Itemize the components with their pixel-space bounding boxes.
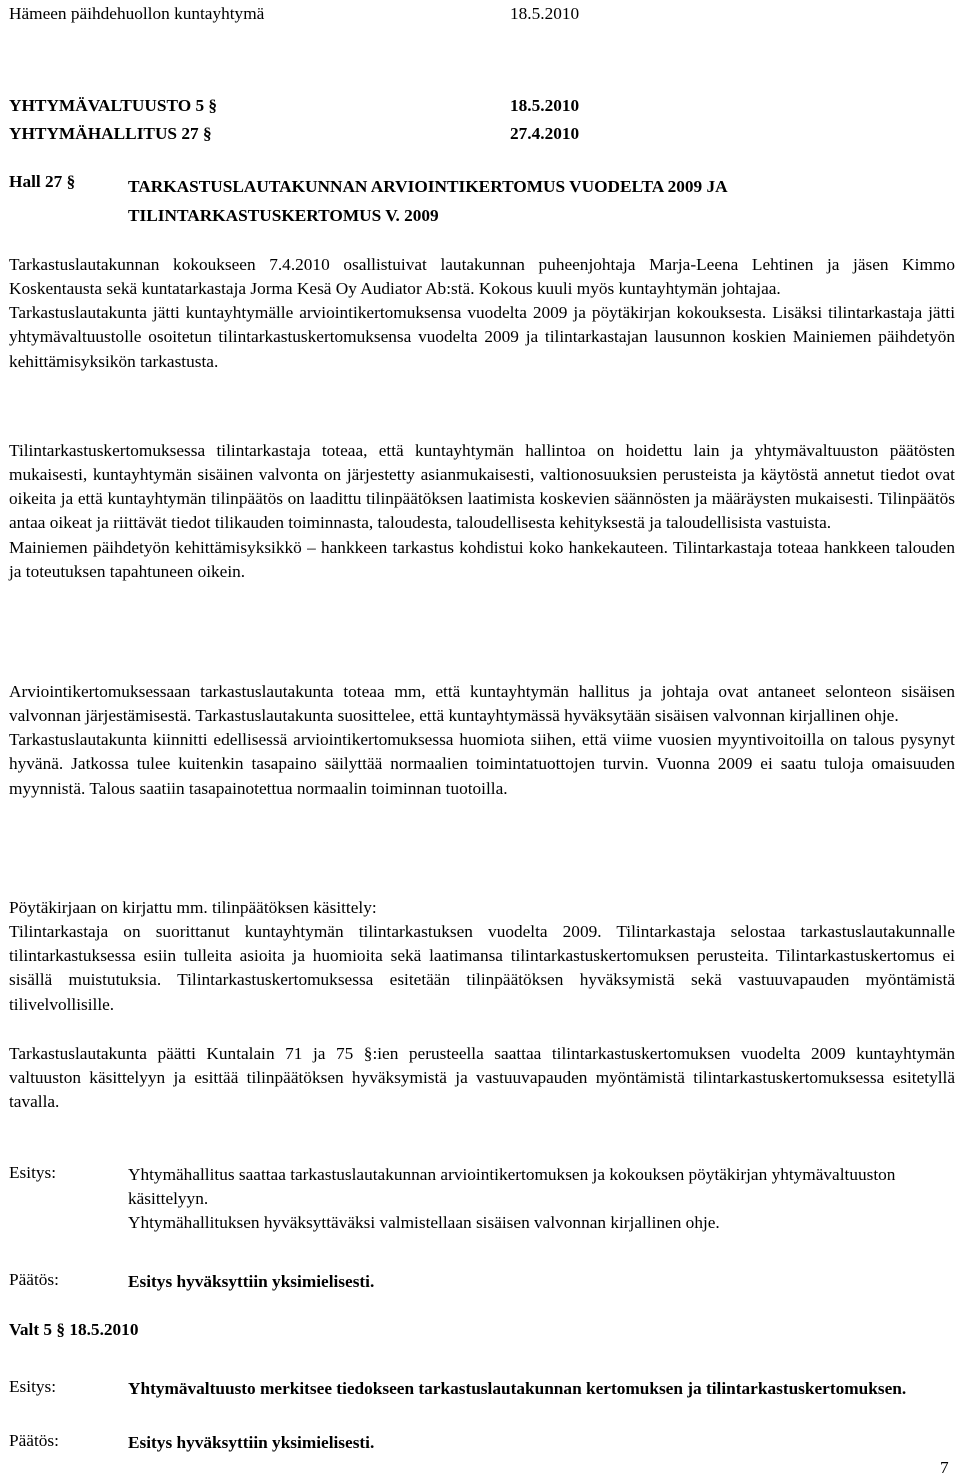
page-number: 7 [940, 1458, 949, 1477]
valt-esitys-text: Yhtymävaltuusto merkitsee tiedokseen tarkastuslautakunnan kertomuksen ja tilintarkastuskertomuksen. [128, 1379, 907, 1398]
header-date: 18.5.2010 [510, 4, 580, 23]
proposal-text: Yhtymähallituksen hyväksyttäväksi valmistellaan sisäisen valvonnan kirjallinen ohje. [128, 1213, 720, 1233]
paragraph-text: Arviointikertomuksessaan tarkastuslautakunta toteaa mm, että kuntayhtymän hallitus ja johtaja ovat antaneet selonteon sisäisen valvonnan järjestämisestä. Tarkastuslautakunta suosittelee, että kuntayhtymässä hyväksytään sisäisen valvonnan kirjallinen ohje. [9, 682, 955, 726]
reference-date: 27.4.2010 [510, 124, 580, 143]
paatos-text: Esitys hyväksyttiin yksimielisesti. [128, 1272, 375, 1291]
esitys-label: Esitys: [9, 1163, 57, 1182]
paragraph-decision-basis [9, 1042, 955, 1114]
item-title-line: TARKASTUSLAUTAKUNNAN ARVIOINTIKERTOMUS VUODELTA 2009 JA [128, 177, 728, 196]
paatos-label: Päätös: [9, 1270, 59, 1289]
organization-name: Hämeen päihdehuollon kuntayhtymä [9, 4, 265, 23]
reference-body: YHTYMÄHALLITUS 27 § [9, 124, 212, 143]
item-title-line: TILINTARKASTUSKERTOMUS V. 2009 [128, 206, 439, 225]
valt-paatos-text: Esitys hyväksyttiin yksimielisesti. [128, 1433, 375, 1452]
paragraph-evaluation [9, 680, 955, 801]
esitys-text [128, 1163, 956, 1236]
item-title-text [128, 172, 958, 230]
paragraph-text: Tarkastuslautakunta jätti kuntayhtymälle arviointikertomuksensa vuodelta 2009 ja pöytäkirjan kokouksesta. Lisäksi tilintarkastaja jätti yhtymävaltuustolle osoitetun tilintarkastuskertomuksensa vuodelta 2009 ja tilintarkastajan lausunnon koskien Mainiemen päihdetyön kehittämisyksikön tarkastusta. [9, 303, 955, 371]
paragraph-audit-report [9, 439, 955, 584]
paragraph-text: Tarkastuslautakunta kiinnitti edellisessä arviointikertomuksessa huomiota siihen, että viime vuosien myyntivoitoilla on talous pysynyt hyvänä. Jatkossa tulee kuitenkin tasapaino säilyttää normaalien toimintatuottojen turvin. Vuonna 2009 ei saatu tuloja omaisuuden myynnistä. Talous saatiin tasapainotettua normaalin toiminnan tuotoilla. [9, 730, 955, 798]
paragraph-text: Pöytäkirjaan on kirjattu mm. tilinpäätöksen käsittely: [9, 898, 377, 917]
valt-heading: Valt 5 § 18.5.2010 [9, 1320, 139, 1339]
paragraph-text: Tilintarkastuskertomuksessa tilintarkastaja toteaa, että kuntayhtymän hallintoa on hoidettu lain ja yhtymävaltuuston päätösten mukaisesti, kuntayhtymän sisäinen valvonta on järjestetty asianmukaisesti, valtionosuuksien perusteista ja käytöstä annetut tiedot ovat oikeita ja että kuntayhtymän tilinpäätös on laadittu tilinpäätöksen laatimista koskevien säännösten ja määräysten mukaisesti. Tilinpäätös antaa oikeat ja riittävät tiedot tilikauden toiminnasta, taloudesta, taloudellisesta kehityksestä ja taloudellisista vastuista. [9, 441, 955, 533]
paragraph-text: Mainiemen päihdetyön kehittämisyksikkö – hankkeen tarkastus kohdistui koko hankekauteen. Tilintarkastaja toteaa hankkeen talouden ja toteutuksen tapahtuneen oikein. [9, 537, 955, 581]
paragraph-text: Tarkastuslautakunta päätti Kuntalain 71 ja 75 §:ien perusteella saattaa tilintarkastuskertomuksen vuodelta 2009 kuntayhtymän valtuuston käsittelyyn ja esittää tilinpäätöksen hyväksymistä ja vastuuvapauden myöntämistä tilintarkastuskertomuksessa esitetyllä tavalla. [9, 1044, 955, 1112]
paragraph-minutes [9, 896, 955, 1017]
proposal-text: Yhtymähallitus saattaa tarkastuslautakunnan arviointikertomuksen ja kokouksen pöytäkirjan yhtymävaltuuston käsittelyyn. [128, 1165, 896, 1209]
paragraph-meeting [9, 253, 955, 374]
reference-body: YHTYMÄVALTUUSTO 5 § [9, 96, 218, 115]
reference-date: 18.5.2010 [510, 96, 580, 115]
paragraph-text: Tarkastuslautakunnan kokoukseen 7.4.2010 osallistuivat lautakunnan puheenjohtaja Marja-Leena Lehtinen ja jäsen Kimmo Koskentausta sekä kuntatarkastaja Jorma Kesä Oy Audiator Ab:stä. Kokous kuuli myös kuntayhtymän johtajaa. [9, 255, 955, 299]
valt-esitys-label: Esitys: [9, 1377, 57, 1396]
valt-paatos-label: Päätös: [9, 1431, 59, 1450]
item-code: Hall 27 § [9, 172, 76, 191]
paragraph-text: Tilintarkastaja on suorittanut kuntayhtymän tilintarkastuksen vuodelta 2009. Tilintarkastaja selostaa tarkastuslautakunnalle tilintarkastuksessa esiin tulleita asioita ja huomioita sekä laatimansa tilintarkastuskertomuksen perusteita. Tilintarkastuskertomus ei sisällä muistutuksia. Tilintarkastuskertomuksessa esitetään tilinpäätöksen hyväksymistä sekä vastuuvapauden myöntämistä tilivelvollisille. [9, 922, 955, 1014]
